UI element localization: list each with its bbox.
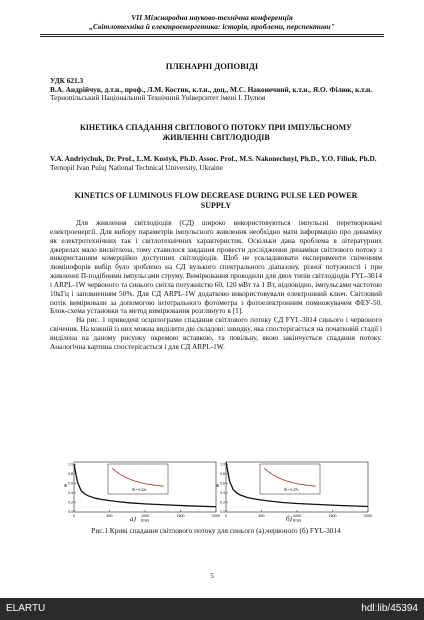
conference-header (40, 13, 384, 31)
footer-bar (0, 598, 424, 620)
y-tick-label: 0.6 (220, 481, 225, 486)
udc-code: УДК 621.3 (50, 76, 84, 85)
inset-formula: Φ = 0.47e (284, 488, 299, 492)
y-axis-label: Φ (216, 483, 220, 488)
y-tick-label: 0.8 (68, 472, 73, 477)
body-text (50, 219, 382, 352)
y-tick-label: 1.0 (68, 462, 73, 467)
y-tick-label: 0.0 (68, 510, 73, 515)
y-tick-label: 0.2 (220, 500, 225, 505)
figure-b (212, 458, 372, 522)
authors-ua: В.А. Андрійчук, д.т.н., проф., Л.М. Костик, к.т.н., доц., М.С. Наконечний, к.т.н., Я.О. Філюк, к.т.н. (50, 84, 373, 94)
y-axis-label: Φ (64, 483, 68, 488)
footer-repository: ELARTU (6, 603, 46, 614)
inset-formula: Φ = 0.42e (132, 488, 147, 492)
author-block-en (50, 155, 382, 172)
x-tick-label: 0 (73, 514, 75, 518)
page-number: 5 (210, 572, 214, 580)
x-tick-label: 1000 (141, 514, 149, 518)
x-axis-label: t(ns) (141, 517, 149, 522)
x-tick-label: 2000 (212, 514, 220, 518)
authors-en: V.A. Andriychuk, Dr. Prof., L.M. Kostyk, Ph.D. Assoc. Prof., M.S. Nakonechnyi, Ph.D., Y.O. Filiuk, Ph.D. (50, 154, 377, 163)
title-en: KINETICS OF LUMINOUS FLOW DECREASE DURING PULSE LED POWER SUPPLY (74, 191, 358, 210)
y-tick-label: 1.0 (220, 462, 225, 467)
figure-b-label: б) (286, 515, 292, 523)
figure-a (60, 458, 220, 522)
y-tick-label: 0.4 (68, 491, 73, 496)
y-tick-label: 0.4 (220, 491, 225, 496)
x-tick-label: 1000 (293, 514, 301, 518)
x-tick-label: 0 (225, 514, 227, 518)
figure-caption: Рис.1 Криві спадання світлового потоку для синього (а),червоного (б) FYL-3014 (91, 526, 341, 535)
x-tick-label: 2000 (364, 514, 372, 518)
section-title: ПЛЕНАРНІ ДОПОВІДІ (165, 61, 259, 71)
affiliation-ua: Тернопільський Національний Технічний Університет імені І. Пулюя (50, 93, 266, 103)
y-tick-label: 0.6 (68, 481, 73, 486)
author-block-ua (50, 77, 382, 103)
x-axis-label: t(ns) (293, 517, 301, 522)
header-rule-thin (40, 36, 384, 37)
footer-handle: hdl:lib/45394 (361, 603, 418, 614)
title-ua: КІНЕТИКА СПАДАННЯ СВІТЛОВОГО ПОТОКУ ПРИ ІМПУЛЬСНОМУ ЖИВЛЕННІ СВІТЛОДІОДІВ (79, 123, 353, 142)
decay-chart-a (60, 458, 220, 522)
x-tick-label: 1500 (328, 514, 337, 518)
decay-chart-b (212, 458, 372, 522)
affiliation-en: Ternopil Ivan Puluj National Technical University, Ukraine (50, 162, 223, 172)
paragraph-1: Для живлення світлодіодів (СД) широко використовуються імпульсні перетворювачі електроенергії. Для вибору параметрів імпульсного живлення необхідно мати інформацію про динаміку як електротехнічних так і світлотехнічних характеристик. Оскільки дана проблема в літературних джерелах мало висвітлена, тому ставилося завдання провести дослідження динаміки світлового потоку з використанням комерційно доступних світлодіодів. Щоб не ускладнювати експерименти свіченням люмінофорів вибір було зроблено на СД вузького спектрального діапазону, різної потужності і при живленні П-подібними імпульсами струму. Вимірювання проводили для двох типів світлодіодів FYL-3014 і ARPL-1W червоного та синього світла потужністю 60, 120 мВт та 1 Вт, відповідно, імпульсами частотою 10кГц і заповненням 50%. Для СД ARPL-1W додатково використовували електронний ключ. Світловий потік вимірювали за допомогою інтегрального фотометра з фотоелектронним помножувачем ФЕУ-50. Блок-схема установки та метод вимірювання розглянуто в [1]. (50, 218, 382, 316)
y-tick-label: 0.8 (220, 472, 225, 477)
paragraph-2: На рис. 1 приведені осцилограми спадання світлового потоку СД FYL-3014 синього і червоного свічення. На кожній із них можна виділити дві складові: швидку, яка спостерігається на початковій стадії і виділена на даному рисунку окремою вставкою, та повільну, якою закінчується спадання потоку. Аналогічна картина спостерігається і для СД ARPL-1W. (50, 315, 382, 351)
header-rule (40, 34, 384, 35)
x-tick-label: 500 (258, 514, 265, 518)
conference-line1: VII Міжнародна науково-технічна конференція (131, 13, 293, 22)
y-tick-label: 0.0 (220, 510, 225, 515)
x-tick-label: 1500 (176, 514, 185, 518)
conference-line2: „Світлотехніка й електроенергетика: історія, проблеми, перспективи" (89, 22, 335, 31)
x-tick-label: 500 (106, 514, 113, 518)
y-tick-label: 0.2 (68, 500, 73, 505)
figure-a-label: а) (130, 515, 136, 523)
